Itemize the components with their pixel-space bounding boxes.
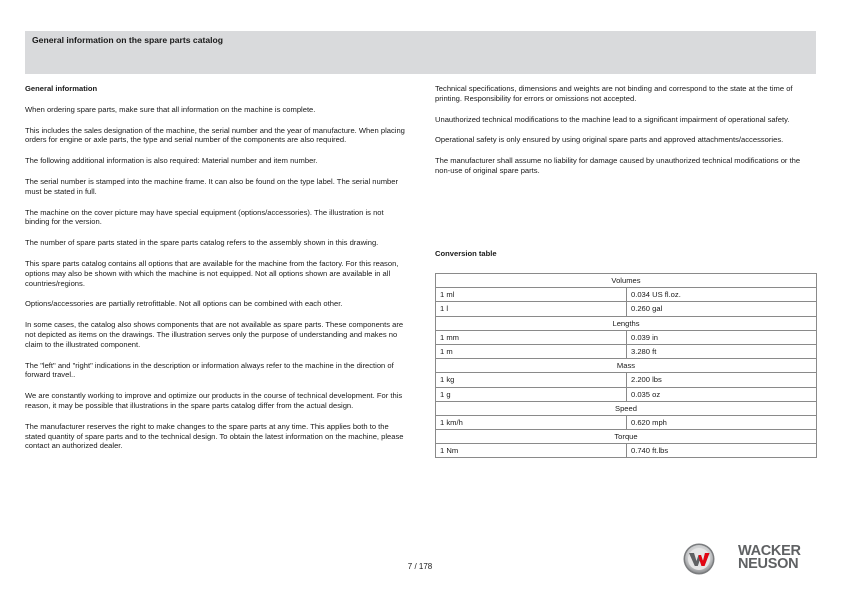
paragraph: Operational safety is only ensured by using original spare parts and approved attachments/accessories. (435, 135, 784, 145)
unit-cell: 1 Nm (436, 444, 627, 458)
page-title: General information on the spare parts catalog (32, 35, 224, 45)
table-row (436, 344, 817, 358)
brand-line-2: NEUSON (738, 556, 799, 572)
paragraph: Technical specifications, dimensions and weights are not binding and correspond to the state at the time of printing. Responsibility for errors or omissions not accepted. (435, 84, 793, 103)
category-label: Volumes (436, 274, 817, 288)
unit-cell: 1 kg (436, 373, 627, 387)
paragraph: This includes the sales designation of the machine, the serial number and the year of manufacture. When placing orders for engine or axle parts, the type and serial number of the components are also required. (25, 125, 405, 145)
value-cell: 0.620 mph (627, 415, 817, 429)
value-cell: 2.200 lbs (627, 373, 817, 387)
right-column (435, 84, 817, 176)
section-heading-general-information: General information (25, 84, 98, 93)
category-label: Torque (436, 430, 817, 444)
unit-cell: 1 mm (436, 330, 627, 344)
unit-cell: 1 g (436, 387, 627, 401)
value-cell: 0.034 US fl.oz. (627, 288, 817, 302)
table-row (436, 288, 817, 302)
table-category-row (436, 430, 817, 444)
paragraph: The following additional information is also required: Material number and item number. (25, 156, 318, 166)
category-label: Speed (436, 401, 817, 415)
value-cell: 0.740 ft.lbs (627, 444, 817, 458)
table-row (436, 330, 817, 344)
value-cell: 3.280 ft (627, 344, 817, 358)
table-row (436, 415, 817, 429)
paragraph: The serial number is stamped into the machine frame. It can also be found on the type label. The serial number must be stated in full. (25, 176, 399, 196)
value-cell: 0.035 oz (627, 387, 817, 401)
table-category-row (436, 316, 817, 330)
table-category-row (436, 401, 817, 415)
page-header-band (25, 31, 816, 74)
paragraph: This spare parts catalog contains all options that are available for the machine from the factory. For this reason, options may also be shown with which the machine is not equipped. Not all options shown are available in all countries/regions. (25, 258, 399, 288)
table-row (436, 373, 817, 387)
unit-cell: 1 l (436, 302, 627, 316)
unit-cell: 1 km/h (436, 415, 627, 429)
paragraph: The "left" and "right" indications in the description or information always refer to the machine in the direction of forward travel.. (25, 360, 394, 380)
conversion-table (435, 273, 817, 458)
paragraph: In some cases, the catalog also shows components that are not available as spare parts. These components are not depicted as items on the drawings. The illustration serves only the purpose of understanding and makes no claim to the illustrated component. (25, 320, 404, 349)
category-label: Lengths (436, 316, 817, 330)
left-column (25, 84, 409, 451)
table-category-row (436, 359, 817, 373)
unit-cell: 1 m (436, 344, 627, 358)
paragraph: The machine on the cover picture may have special equipment (options/accessories). The illustration is not binding for the version. (25, 207, 384, 227)
brand-logo-text (738, 545, 801, 571)
paragraph: We are constantly working to improve and optimize our products in the course of technical development. For this reason, it may be possible that illustrations in the spare parts catalog differ from the actual design. (25, 391, 403, 410)
paragraph: The manufacturer shall assume no liability for damage caused by unauthorized technical modifications or the non-use of original spare parts. (435, 156, 801, 175)
paragraph: Unauthorized technical modifications to the machine lead to a significant impairment of operational safety. (435, 114, 790, 124)
table-row (436, 387, 817, 401)
category-label: Mass (436, 359, 817, 373)
paragraph: The manufacturer reserves the right to make changes to the spare parts at any time. This applies both to the stated quantity of spare parts and to the technical design. To obtain the latest information on the machine, please contact an authorized dealer. (25, 421, 404, 451)
wacker-neuson-w-logo-icon (683, 543, 715, 575)
value-cell: 0.260 gal (627, 302, 817, 316)
page-number: 7 / 178 (407, 562, 433, 571)
brand-line-1: WACKER (738, 543, 801, 559)
conversion-table-heading: Conversion table (435, 249, 497, 258)
table-category-row (436, 274, 817, 288)
paragraph: Options/accessories are partially retrofittable. Not all options can be combined with each other. (25, 299, 343, 309)
paragraph: When ordering spare parts, make sure that all information on the machine is complete. (25, 104, 316, 114)
paragraph: The number of spare parts stated in the spare parts catalog refers to the assembly shown in this drawing. (25, 238, 379, 248)
table-row (436, 444, 817, 458)
value-cell: 0.039 in (627, 330, 817, 344)
unit-cell: 1 ml (436, 288, 627, 302)
table-row (436, 302, 817, 316)
